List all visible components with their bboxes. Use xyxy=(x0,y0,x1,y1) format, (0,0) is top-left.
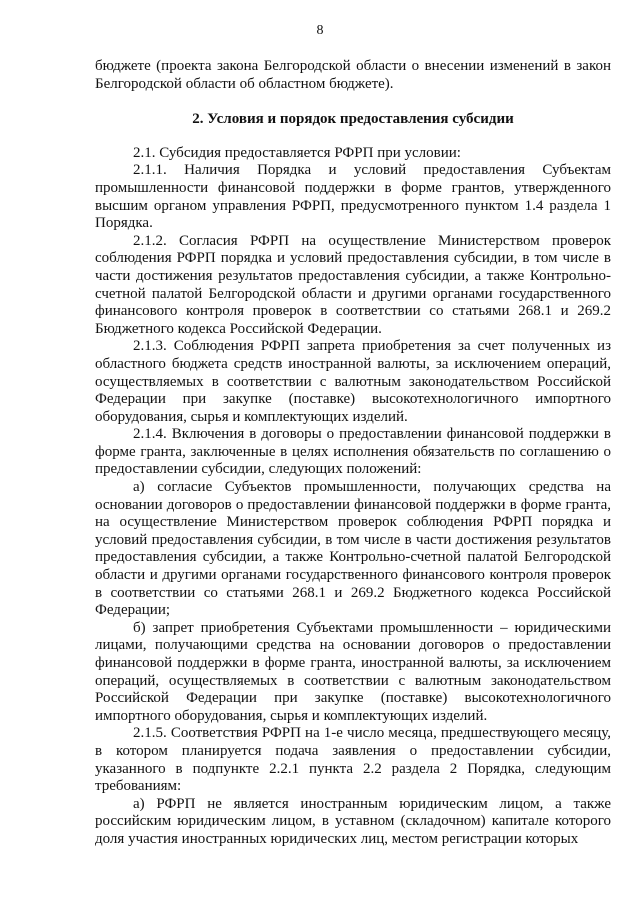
paragraph-continuation: бюджете (проекта закона Белгородской области о внесении изменений в закон Белгородской области об областном бюджете). xyxy=(95,58,611,92)
paragraph-2-1-4-a: а) согласие Субъектов промышленности, получающих средства на основании договоров о предоставлении финансовой поддержки в форме гранта, на осуществление Министерством проверок соблюдения РФРП порядка и условий предоставления субсидии, в том числе в части достижения результатов предоставления субсидии, а также Контрольно-счетной палатой Белгородской области и другими органами государственного финансового контроля проверок в соответствии со статьями 268.1 и 269.2 Бюджетного кодекса Российской Федерации; xyxy=(95,479,611,619)
paragraph-2-1-4: 2.1.4. Включения в договоры о предоставлении финансовой поддержки в форме гранта, заключенные в целях исполнения обязательств по соглашению о предоставлении субсидии, следующих положений: xyxy=(95,426,611,478)
paragraph-2-1-5: 2.1.5. Соответствия РФРП на 1-е число месяца, предшествующего месяцу, в котором планируется подача заявления о предоставлении субсидии, указанного в подпункте 2.2.1 пункта 2.2 раздела 2 Порядка, следующим требованиям: xyxy=(95,725,611,795)
paragraph-2-1-3: 2.1.3. Соблюдения РФРП запрета приобретения за счет полученных из областного бюджета средств иностранной валюты, за исключением операций, осуществляемых в соответствии с валютным законодательством Российской Федерации при закупке (поставке) высокотехнологичного импортного оборудования, сырья и комплектующих изделий. xyxy=(95,338,611,425)
paragraph-2-1-5-a: а) РФРП не является иностранным юридическим лицом, а также российским юридическим лицом, в уставном (складочном) капитале которого доля участия иностранных юридических лиц, местом регистрации которых xyxy=(95,795,611,847)
paragraph-2-1-1: 2.1.1. Наличия Порядка и условий предоставления Субъектам промышленности финансовой поддержки в форме грантов, утвержденного высшим органом управления РФРП, предусмотренного пунктом 1.4 раздела 1 Порядка. xyxy=(95,162,611,232)
paragraph-2-1: 2.1. Субсидия предоставляется РФРП при условии: xyxy=(133,144,461,161)
page-number: 8 xyxy=(316,23,324,38)
section-heading: 2. Условия и порядок предоставления субсидии xyxy=(192,111,514,128)
paragraph-2-1-2: 2.1.2. Согласия РФРП на осуществление Министерством проверок соблюдения РФРП порядка и условий предоставления субсидии, в том числе в части достижения результатов предоставления субсидии, а также Контрольно-счетной палатой Белгородской области и другими органами государственного финансового контроля проверок в соответствии со статьями 268.1 и 269.2 Бюджетного кодекса Российской Федерации. xyxy=(95,232,611,337)
document-body xyxy=(95,58,611,849)
paragraph-2-1-4-b: б) запрет приобретения Субъектами промышленности – юридическими лицами, получающими средства на основании договоров о предоставлении финансовой поддержки в форме гранта, иностранной валюты, за исключением операций, осуществляемых в соответствии с валютным законодательством Российской Федерации при закупке (поставке) высокотехнологичного импортного оборудования, сырья и комплектующих изделий. xyxy=(95,619,611,724)
